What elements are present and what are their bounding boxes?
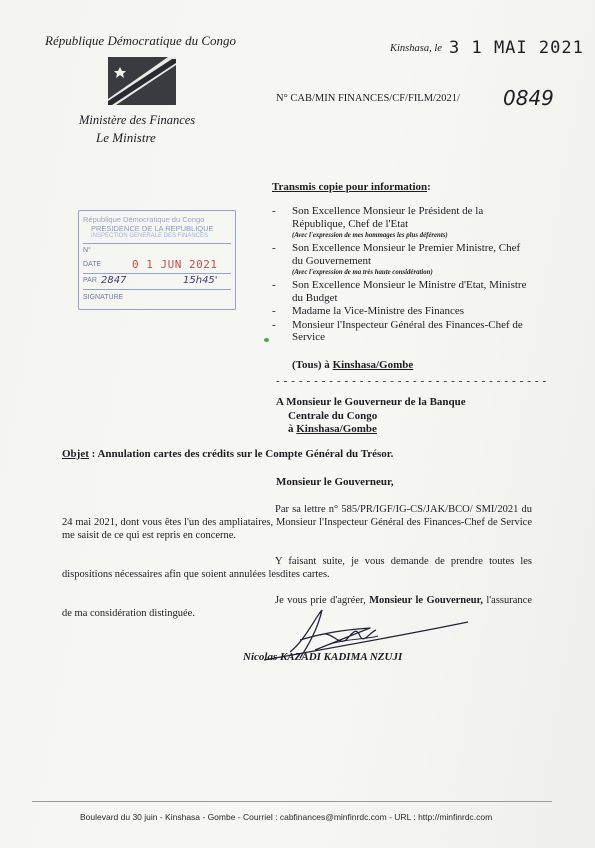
stamp-line-1: République Démocratique du Congo [83, 215, 205, 224]
stamp-date-label: DATE [83, 261, 102, 268]
salutation: Monsieur le Gouverneur, [276, 476, 394, 488]
stamp-time-value: 15h45' [183, 275, 218, 286]
list-item: - Madame la Vice-Ministre des Finances [272, 305, 465, 317]
list-item: - Son Excellence Monsieur le Ministre d'Etat, Ministre du Budget [272, 279, 527, 304]
stamp-signature-label: SIGNATURE [83, 294, 124, 301]
stamp-par-label: PAR [83, 277, 97, 284]
addressee-line-3: à Kinshasa/Gombe [288, 423, 377, 435]
footer-text: Boulevard du 30 juin - Kinshasa - Gombe - Courriel : cabfinances@minfinrdc.com - URL : http://minfinrdc.com [80, 812, 493, 822]
republic-name: République Démocratique du Congo [45, 33, 236, 48]
stamp-par-value: 2847 [101, 275, 127, 286]
minister-title: Le Ministre [96, 130, 156, 145]
reference-handwritten-number: 0849 [503, 86, 554, 110]
stamp-line-2: PRESIDENCE DE LA REPUBLIQUE [91, 224, 214, 233]
letter-date: 3 1 MAI 2021 [449, 38, 584, 58]
received-stamp [78, 210, 236, 310]
body-paragraph-2: Y faisant suite, je vous demande de prendre toutes les dispositions nécessaires afin que soient annulées lesdites cartes. [62, 556, 532, 580]
stamp-n-label: N° [83, 247, 91, 254]
addressee-block [276, 396, 466, 437]
place-label: Kinshasa, le [390, 43, 442, 54]
stamp-date-value: 0 1 JUN 2021 [132, 258, 218, 271]
transmission-title: Transmis copie pour information: [272, 181, 431, 193]
list-item: - Son Excellence Monsieur le Premier Ministre, Chef du Gouvernement (Avec l'expression de ma très haute considération) [272, 242, 521, 276]
list-item: - Son Excellence Monsieur le Président de la République, Chef de l'Etat (Avec l'expression de mes hommages les plus déférents) [272, 205, 484, 239]
body-paragraph-1: Par sa lettre n° 585/PR/IGF/IG-CS/JAK/BCO/ SMI/2021 du 24 mai 2021, dont vous êtes l'un des ampliataires, Monsieur l'Inspecteur Général des Finances-Chef de Service me saisit de ce qui est repris en concerne. [62, 504, 532, 541]
stamp-line-3: INSPECTION GENERALE DES FINANCES [91, 233, 209, 239]
transmission-list [272, 205, 532, 345]
green-mark [264, 338, 269, 342]
drc-flag-icon [108, 57, 176, 105]
signatory-name: Nicolas KAZADI KADIMA NZUJI [243, 651, 403, 663]
separator-line: - - - - - - - - - - - - - - - - - - - - - - - - - - - - - - - - - - - - [276, 375, 547, 387]
tous-line: (Tous) à Kinshasa/Gombe [292, 359, 414, 371]
footer-divider [32, 801, 552, 802]
stamp-divider [83, 289, 231, 290]
stamp-divider [83, 243, 231, 244]
body-paragraph-3: Je vous prie d'agréer, Monsieur le Gouverneur, l'assurance de ma considération distinguée. [62, 595, 532, 619]
list-item: - Monsieur l'Inspecteur Général des Finances-Chef de Service [272, 318, 523, 343]
stamp-divider [83, 273, 231, 274]
addressee-line-2: Centrale du Congo [288, 409, 378, 422]
reference-number: N° CAB/MIN FINANCES/CF/FILM/2021/ [276, 93, 460, 104]
addressee-line-1: A Monsieur le Gouverneur de la Banque [276, 396, 466, 408]
subject-line: Objet : Annulation cartes des crédits sur le Compte Général du Trésor. [62, 448, 394, 460]
ministry-name: Ministère des Finances [79, 113, 196, 127]
